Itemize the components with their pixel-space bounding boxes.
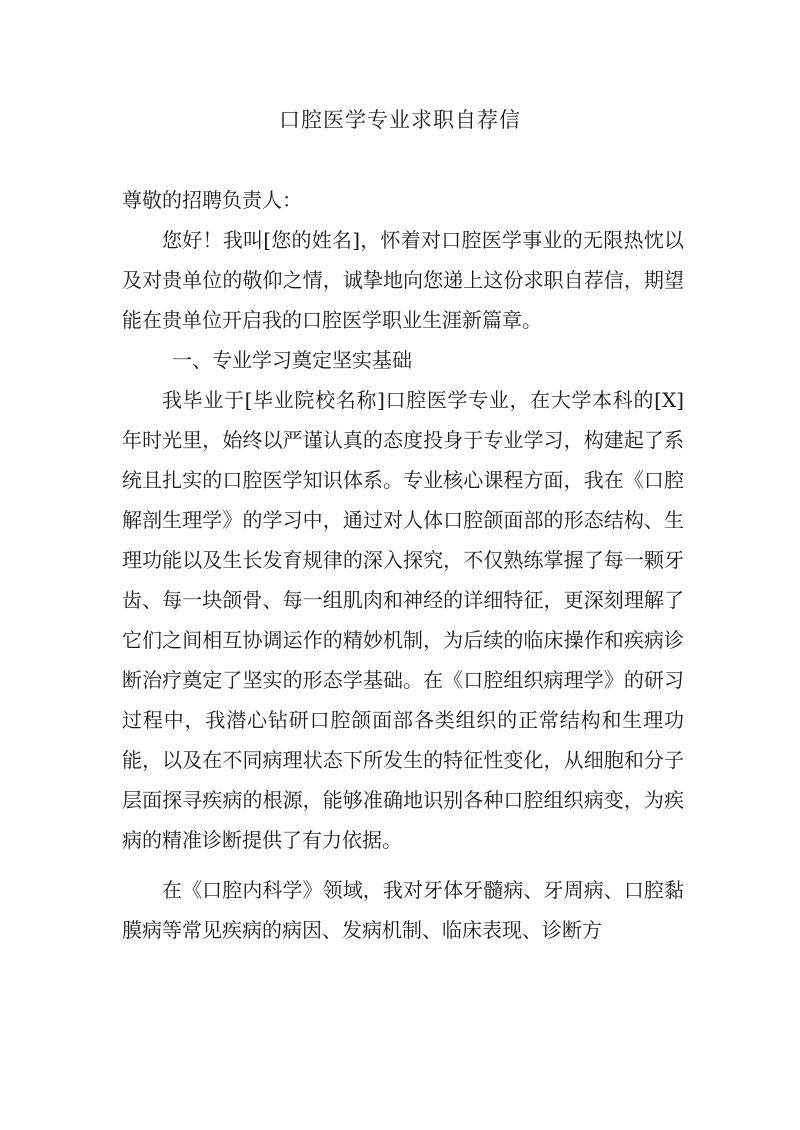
section-heading-1: 一、专业学习奠定坚实基础 xyxy=(172,348,412,372)
paragraph-education: 我毕业于[毕业院校名称]口腔医学专业，在大学本科的[X]年时光里，始终以严谨认真的态度投身于专业学习，构建起了系统且扎实的口腔医学知识体系。专业核心课程方面，我在《口腔解剖生理学》的学习中，通过对人体口腔颌面部的形态结构、生理功能以及生长发育规律的深入探究，不仅熟练掌握了每一颗牙齿、每一块颌骨、每一组肌肉和神经的详细特征，更深刻理解了它们之间相互协调运作的精妙机制，为后续的临床操作和疾病诊断治疗奠定了坚实的形态学基础。在《口腔组织病理学》的研习过程中，我潜心钻研口腔颌面部各类组织的正常结构和生理功能，以及在不同病理状态下所发生的特征性变化，从细胞和分子层面探寻疾病的根源，能够准确地识别各种口腔组织病变，为疾病的精准诊断提供了有力依据。 xyxy=(122,388,684,852)
letter-body xyxy=(122,180,684,950)
document-title: 口腔医学专业求职自荐信 xyxy=(279,108,521,132)
paragraph-greeting: 您好！我叫[您的姓名]，怀着对口腔医学事业的无限热忱以及对贵单位的敬仰之情，诚挚地向您递上这份求职自荐信，期望能在贵单位开启我的口腔医学职业生涯新篇章。 xyxy=(122,228,684,332)
salutation: 尊敬的招聘负责人： xyxy=(122,188,302,212)
paragraph-internal-medicine: 在《口腔内科学》领域，我对牙体牙髓病、牙周病、口腔黏膜病等常见疾病的病因、发病机制、临床表现、诊断方 xyxy=(122,878,684,942)
